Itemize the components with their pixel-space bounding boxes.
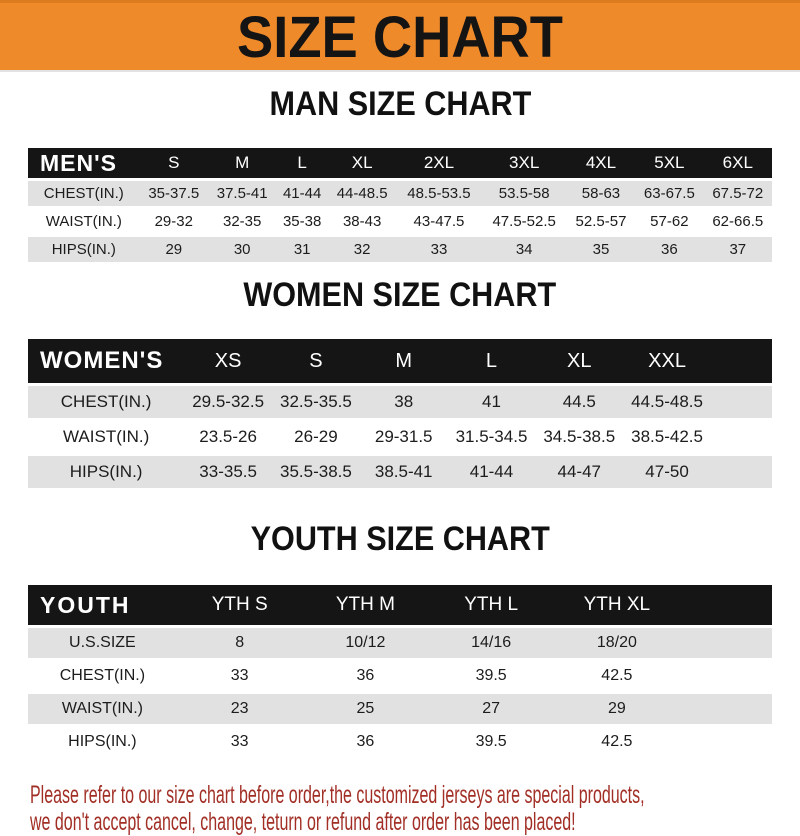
size-value: 35-38	[282, 213, 322, 230]
youth-size-table	[28, 582, 772, 760]
size-value: 37.5-41	[216, 185, 268, 202]
size-value: 38.5-41	[374, 462, 433, 481]
column-header: 5XL	[635, 148, 703, 178]
size-value: 33	[430, 241, 448, 258]
size-chart-banner	[0, 0, 800, 72]
table-row	[28, 386, 772, 418]
column-header: L	[276, 148, 328, 178]
column-header: 4XL	[567, 148, 635, 178]
row-label: WAIST(IN.)	[45, 213, 122, 230]
table-row	[28, 628, 772, 658]
size-value: 29.5-32.5	[192, 392, 265, 411]
size-value: 33	[230, 733, 249, 750]
size-value: 34	[515, 241, 533, 258]
row-label: WAIST(IN.)	[61, 700, 143, 717]
size-value: 23.5-26	[199, 427, 257, 446]
column-header-spacer	[711, 339, 772, 383]
column-header: 3XL	[482, 148, 567, 178]
column-header: S	[140, 148, 208, 178]
size-value: 38-43	[342, 213, 382, 230]
man-size-chart-heading-text: MAN SIZE CHART	[269, 85, 531, 123]
size-value: 53.5-58	[498, 185, 550, 202]
column-header: XXL	[623, 339, 711, 383]
table-row	[28, 456, 772, 488]
size-value: 27	[482, 700, 501, 717]
size-value: 42.5	[601, 733, 633, 750]
size-value: 37	[729, 241, 747, 258]
men-table-header-row	[28, 148, 772, 178]
youth-table-corner-label: YOUTH	[28, 585, 177, 625]
size-value: 31.5-34.5	[455, 427, 528, 446]
column-header: XL	[328, 148, 396, 178]
women-size-table	[28, 336, 772, 491]
size-value: 33-35.5	[199, 462, 257, 481]
size-value: 39.5	[475, 667, 507, 684]
size-value: 32-35	[222, 213, 262, 230]
size-value: 67.5-72	[712, 185, 764, 202]
size-value: 10/12	[345, 634, 386, 651]
size-value: 35	[592, 241, 610, 258]
banner-title: SIZE CHART	[237, 2, 563, 70]
table-row	[28, 421, 772, 453]
size-value: 38	[394, 392, 414, 411]
men-size-table	[28, 145, 772, 265]
row-label: CHEST(IN.)	[59, 667, 146, 684]
size-value: 36	[356, 733, 375, 750]
size-value: 41	[482, 392, 501, 411]
man-size-chart-heading	[0, 86, 800, 129]
size-value: 35.5-38.5	[280, 462, 352, 481]
row-label: HIPS(IN.)	[69, 462, 143, 481]
row-label: WAIST(IN.)	[63, 427, 150, 446]
size-value: 23	[230, 700, 249, 717]
table-row	[28, 181, 772, 206]
row-spacer	[711, 456, 772, 488]
size-value: 44-47	[557, 462, 601, 481]
size-value: 38.5-42.5	[631, 427, 703, 446]
size-value: 48.5-53.5	[407, 185, 471, 202]
size-value: 47.5-52.5	[492, 213, 556, 230]
column-header: S	[272, 339, 360, 383]
row-label: HIPS(IN.)	[51, 241, 116, 258]
column-header: YTH L	[428, 585, 554, 625]
disclaimer-line-2: we don't accept cancel, change, teturn or refund after order has been placed!	[30, 808, 576, 836]
men-table-corner-label: MEN'S	[28, 148, 140, 178]
row-label: U.S.SIZE	[69, 634, 136, 651]
size-value: 47-50	[645, 462, 689, 481]
size-value: 39.5	[475, 733, 507, 750]
size-value: 30	[233, 241, 251, 258]
size-value: 29	[607, 700, 626, 717]
table-row	[28, 727, 772, 757]
size-value: 43-47.5	[413, 213, 465, 230]
size-value: 44-48.5	[336, 185, 388, 202]
size-value: 14/16	[471, 634, 512, 651]
size-value: 42.5	[601, 667, 633, 684]
size-value: 63-67.5	[643, 185, 695, 202]
table-row	[28, 694, 772, 724]
size-value: 29-31.5	[374, 427, 433, 446]
size-value: 57-62	[650, 213, 689, 230]
disclaimer-line-1: Please refer to our size chart before order,the customized jerseys are special products,	[30, 781, 645, 809]
disclaimer	[30, 782, 800, 836]
row-label: HIPS(IN.)	[68, 733, 137, 750]
size-value: 36	[356, 667, 375, 684]
column-header: XL	[535, 339, 623, 383]
size-value: 44.5	[562, 392, 596, 411]
column-header: 2XL	[396, 148, 481, 178]
size-value: 35-37.5	[148, 185, 200, 202]
column-header: XS	[184, 339, 272, 383]
column-header: L	[448, 339, 536, 383]
size-value: 26-29	[294, 427, 338, 446]
table-row	[28, 661, 772, 691]
size-value: 29	[165, 241, 183, 258]
size-value: 8	[235, 634, 245, 651]
column-header: YTH M	[303, 585, 429, 625]
youth-size-chart-heading-text: YOUTH SIZE CHART	[250, 520, 550, 558]
size-value: 29-32	[154, 213, 193, 230]
column-header: YTH XL	[554, 585, 680, 625]
size-value: 58-63	[581, 185, 621, 202]
size-value: 41-44	[469, 462, 514, 481]
size-value: 41-44	[282, 185, 322, 202]
size-value: 33	[230, 667, 249, 684]
women-size-chart-heading-text: WOMEN SIZE CHART	[243, 276, 557, 314]
size-value: 31	[293, 241, 311, 258]
column-header: M	[360, 339, 448, 383]
row-spacer	[680, 628, 772, 658]
column-header: YTH S	[177, 585, 303, 625]
row-spacer	[680, 727, 772, 757]
row-spacer	[680, 661, 772, 691]
size-value: 44.5-48.5	[631, 392, 703, 411]
size-value: 32.5-35.5	[280, 392, 352, 411]
size-value: 36	[661, 241, 678, 258]
size-value: 25	[356, 700, 375, 717]
women-table-header-row	[28, 339, 772, 383]
women-size-chart-heading	[0, 277, 800, 320]
column-header: M	[208, 148, 276, 178]
size-value: 62-66.5	[712, 213, 764, 230]
row-label: CHEST(IN.)	[43, 185, 124, 202]
size-value: 34.5-38.5	[543, 427, 616, 446]
column-header: 6XL	[704, 148, 772, 178]
table-row	[28, 237, 772, 262]
column-header-spacer	[680, 585, 772, 625]
size-value: 32	[353, 241, 371, 258]
row-spacer	[711, 386, 772, 418]
table-row	[28, 209, 772, 234]
youth-table-header-row	[28, 585, 772, 625]
women-table-corner-label: WOMEN'S	[28, 339, 184, 383]
row-spacer	[711, 421, 772, 453]
size-value: 18/20	[596, 634, 637, 651]
row-spacer	[680, 694, 772, 724]
youth-size-chart-heading	[0, 521, 800, 564]
size-value: 52.5-57	[575, 213, 627, 230]
row-label: CHEST(IN.)	[60, 392, 152, 411]
